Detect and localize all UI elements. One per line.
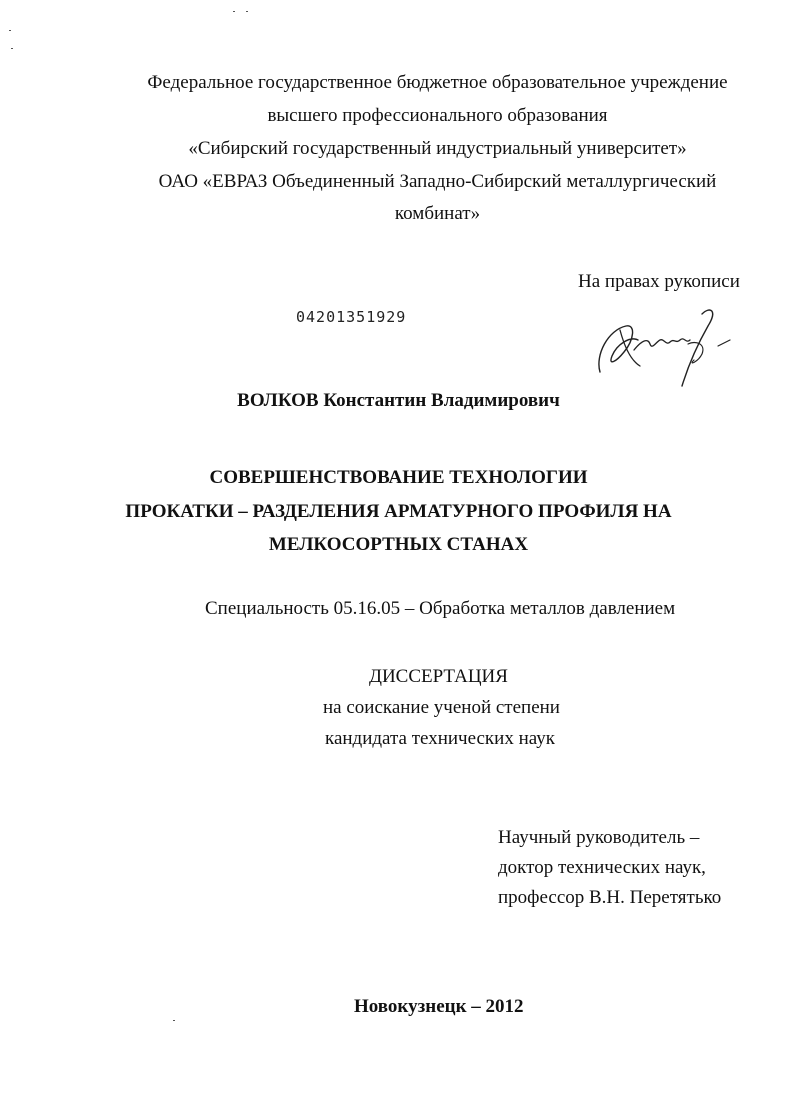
signature-image bbox=[590, 300, 740, 395]
author-name: ВОЛКОВ Константин Владимирович bbox=[237, 390, 560, 411]
institution-line-1: Федеральное государственное бюджетное образовательное учреждение bbox=[147, 72, 728, 93]
supervisor-line-3: профессор В.Н. Перетятько bbox=[498, 887, 722, 908]
dissertation-line-3: кандидата технических наук bbox=[325, 728, 555, 749]
scan-speck bbox=[9, 30, 11, 31]
specialty: Специальность 05.16.05 – Обработка металлов давлением bbox=[205, 598, 676, 619]
supervisor-line-2: доктор технических наук, bbox=[498, 857, 706, 878]
institution-line-4: ОАО «ЕВРАЗ Объединенный Западно-Сибирский металлургический bbox=[158, 171, 717, 192]
city-year: Новокузнецк – 2012 bbox=[354, 996, 524, 1017]
scan-speck bbox=[173, 1020, 175, 1021]
scan-speck bbox=[246, 11, 248, 12]
manuscript-note: На правах рукописи bbox=[578, 271, 740, 292]
dissertation-line-2: на соискание ученой степени bbox=[323, 697, 560, 718]
dissertation-label: ДИССЕРТАЦИЯ bbox=[369, 666, 508, 687]
title-line-1: СОВЕРШЕНСТВОВАНИЕ ТЕХНОЛОГИИ bbox=[209, 467, 588, 488]
title-line-2: ПРОКАТКИ – РАЗДЕЛЕНИЯ АРМАТУРНОГО ПРОФИЛЯ НА bbox=[125, 501, 672, 522]
scan-speck bbox=[11, 48, 13, 49]
institution-line-2: высшего профессионального образования bbox=[267, 105, 608, 126]
supervisor-line-1: Научный руководитель – bbox=[498, 827, 700, 848]
scan-speck bbox=[233, 11, 235, 12]
institution-line-5: комбинат» bbox=[394, 203, 481, 224]
stamp-number: 04201351929 bbox=[296, 308, 407, 326]
title-line-3: МЕЛКОСОРТНЫХ СТАНАХ bbox=[268, 534, 529, 555]
institution-line-3: «Сибирский государственный индустриальный университет» bbox=[188, 138, 687, 159]
